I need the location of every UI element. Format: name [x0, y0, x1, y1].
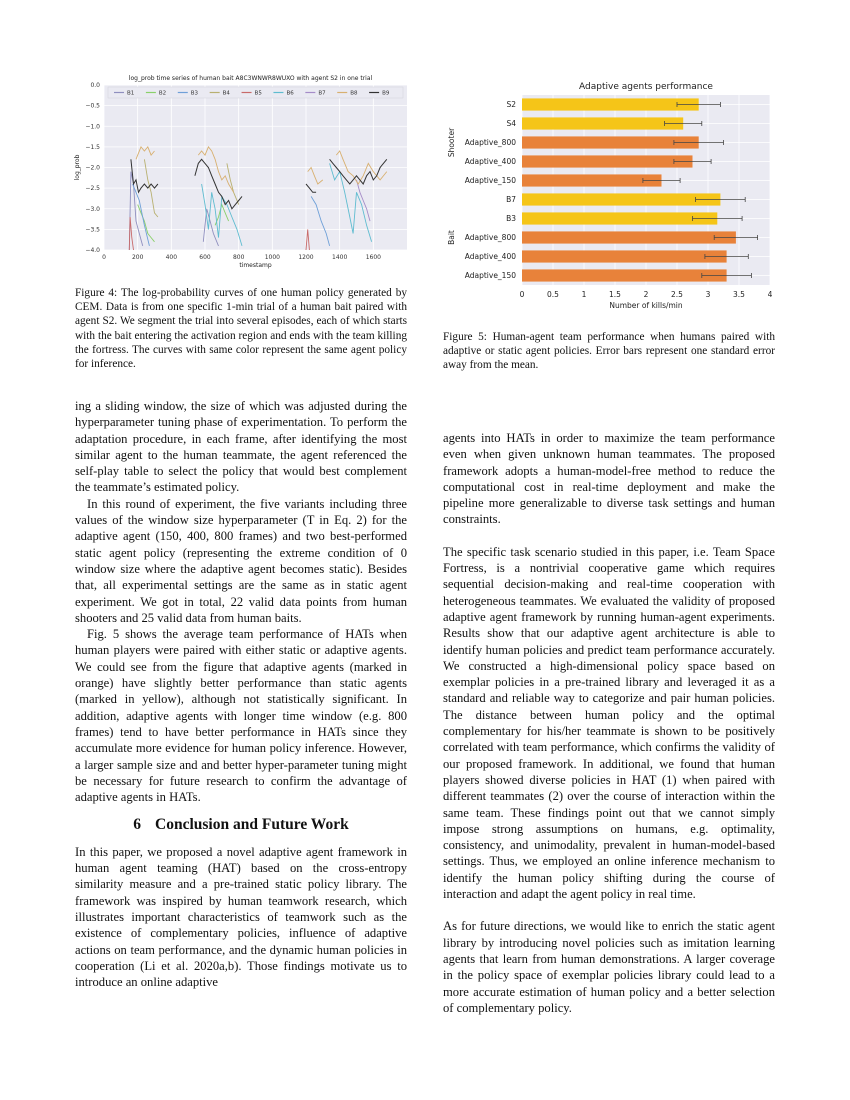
- chart-title: log_prob time series of human bait A8C3WNWR8WUXO with agent S2 in one trial: [128, 75, 373, 82]
- y-tick-label: −4.0: [85, 247, 100, 254]
- x-tick-label: 2: [643, 290, 649, 299]
- legend-label-B6: B6: [286, 90, 294, 97]
- x-tick-label: 1.5: [609, 290, 621, 299]
- x-tick-label: 0: [102, 254, 106, 261]
- legend-label-B8: B8: [350, 90, 358, 97]
- y-tick-label: Adaptive_800: [464, 233, 516, 242]
- x-tick-label: 200: [131, 254, 144, 261]
- left-paragraph-3: Fig. 5 shows the average team performance of HATs when human players were paired with either static or adaptive agents. We could see from the figure that adaptive agents (marked in orange) have slightly better performance than static agents (marked in yellow), although not statistically significant. In addition, adaptive agents with longer time window (e.g. 800 frames) tend to have better performance in HATs since they accumulate more evidence for human policy inference. However, a larger sample size and and better hyper-parameter tuning might be necessary for future research to confirm the advantage of adaptive agents in HATs.: [75, 627, 407, 805]
- y-tick-label: B7: [506, 195, 516, 204]
- bar-shooter-s4: [522, 117, 683, 129]
- bar-shooter-s2: [522, 98, 699, 110]
- x-tick-label: 600: [199, 254, 211, 261]
- y-tick-label: −1.5: [85, 143, 100, 151]
- y-tick-label: S2: [506, 100, 516, 109]
- x-tick-label: 4: [767, 290, 773, 299]
- legend-label-B5: B5: [254, 90, 262, 97]
- bar-shooter-adaptive_400: [522, 155, 693, 167]
- y-tick-label: Adaptive_150: [464, 176, 516, 185]
- y-tick-label: Adaptive_150: [464, 271, 516, 280]
- bar-bait-adaptive_400: [522, 250, 727, 262]
- y-tick-label: −3.0: [85, 205, 100, 213]
- y-tick-label: Adaptive_800: [464, 138, 516, 147]
- x-tick-label: 3: [705, 290, 711, 299]
- legend-label-B2: B2: [158, 90, 167, 97]
- bar-bait-b7: [522, 193, 720, 205]
- figure-5-caption-label: Figure 5:: [443, 331, 487, 343]
- left-paragraph-4: In this paper, we proposed a novel adaptive agent framework in human agent teaming (HAT) based on the cross-entropy similarity measure and a pre-trained static policy library. The framework was inspired by human teamwork research, which illustrates important characteristics of teamwork such as the existence of complementary policies, influence of adaptive actions on team performance, and the dynamic human policies in cooperation (Li et al. 2020a,b). Those findings motivate us to introduce an online adaptive: [75, 844, 407, 990]
- x-tick-label: 0: [519, 290, 525, 299]
- y-tick-label: Adaptive_400: [464, 252, 516, 261]
- y-tick-label: S4: [506, 119, 516, 128]
- y-tick-label: −1.0: [85, 123, 100, 131]
- x-tick-label: 1600: [365, 254, 381, 261]
- y-tick-label: 0.0: [90, 82, 100, 89]
- bar-bait-adaptive_800: [522, 231, 736, 243]
- left-paragraph-2: In this round of experiment, the five variants including three values of the window size hyperparameter (T in Eq. 2) for the adaptive agent (150, 400, 800 frames) and two best-performed static agent policy (representing the extreme condition of 0 window size where the adaptive agent becomes static). Besides that, all experimental settings are the same as in static agent experiment. We got in total, 22 valid data points from human shooters and 25 valid data from human baits.: [75, 496, 407, 625]
- left-column: [75, 398, 407, 990]
- figure-4-caption-text: The log-probability curves of one human policy generated by CEM. Data is from one specific 1-min trial of a human bait paired with agent S2. We segment the trial into several episodes, each of which starts with the bait entering the activation region and ends with the team killing the fortress. The curves with same color represent the same agent policy for inference.: [75, 287, 407, 371]
- bar-shooter-adaptive_150: [522, 174, 662, 186]
- bar-bait-b3: [522, 212, 717, 224]
- x-tick-label: 1400: [332, 254, 348, 261]
- figure-4-caption-label: Figure 4:: [75, 287, 118, 299]
- figure-4-line-chart: [70, 70, 415, 280]
- section-title: Conclusion and Future Work: [155, 816, 349, 834]
- chart-title: Adaptive agents performance: [579, 82, 713, 92]
- group-label-shooter: Shooter: [447, 127, 456, 158]
- figure-4-caption: [75, 286, 407, 371]
- y-tick-label: Adaptive_400: [464, 157, 516, 166]
- figure-5-bar-chart: [440, 75, 785, 310]
- legend-label-B9: B9: [382, 90, 390, 97]
- group-label-bait: Bait: [447, 230, 456, 245]
- x-tick-label: 800: [232, 254, 245, 261]
- x-axis-label: Number of kills/min: [609, 301, 683, 310]
- left-paragraph-1: ing a sliding window, the size of which was adjusted during the hyperparameter tuning phase of experimentation. To perform the adaptation procedure, in each frame, after identifying the most similar agent to the human teammate, the agent referenced the self-play table to select the policy that would best complement the teammate’s estimated policy.: [75, 399, 407, 495]
- y-tick-label: B3: [506, 214, 516, 223]
- figure-5-caption-text: Human-agent team performance when humans paired with adaptive or static agent policies. Error bars represent one standard error away from the mean.: [443, 331, 776, 372]
- right-paragraph-1: agents into HATs in order to maximize the team performance even when given unknown human teammates. The proposed framework adopts a human-model-free method to reduce the computational cost in real-time deployment and make the pipeline more generalizable to diverse task settings and human constraints.: [443, 431, 775, 527]
- x-tick-label: 0.5: [547, 290, 559, 299]
- right-paragraph-2: The specific task scenario studied in this paper, i.e. Team Space Fortress, is a nontrivial cooperative game which requires sequential decision-making and real-time cooperation with heterogeneous teammates. We evaluated the validity of proposed adaptive agent framework by running human-agent experiments. Results show that our adaptive agent architecture is able to identify human policies and predict team performance accurately. We constructed a high-dimensional policy space based on exemplar policies in a pre-trained library and leveraged it as a standard and reliable way to categorize and pair human policies. The distance between human policy and the optimal complementary for his/her teammate is shown to be positively correlated with team performance, which confirms the validity of our proposed framework. In additional, we found that human players showed diverse policies in HAT (1) when paired with different teammates (2) over the course of interaction within the same team. These findings point out that we cannot simply impose strong assumptions on humans, e.g. optimality, consistency, and unimodality, prevalent in human-model-based settings. Thus, we employed an online inference mechanism to identify the human policy shifting during the course of interaction and adapt the agent policy in real time.: [443, 544, 775, 902]
- y-tick-label: −2.5: [85, 185, 100, 193]
- y-tick-label: −0.5: [85, 102, 100, 110]
- x-tick-label: 1: [581, 290, 587, 299]
- y-tick-label: −3.5: [85, 226, 100, 234]
- x-tick-label: 400: [165, 254, 178, 261]
- y-tick-label: −2.0: [85, 164, 100, 172]
- legend: [108, 87, 403, 98]
- bar-shooter-adaptive_800: [522, 136, 699, 148]
- section-heading: [75, 817, 407, 833]
- legend-label-B7: B7: [318, 90, 326, 97]
- right-column: [443, 430, 775, 1016]
- legend-label-B3: B3: [190, 90, 199, 97]
- section-number: 6: [133, 816, 142, 834]
- legend-label-B4: B4: [222, 90, 230, 97]
- x-axis-label: timestamp: [239, 262, 272, 269]
- figure-5-caption: [443, 330, 775, 373]
- x-tick-label: 1000: [264, 254, 280, 261]
- x-tick-label: 3.5: [733, 290, 745, 299]
- legend-label-B1: B1: [127, 90, 135, 97]
- right-paragraph-3: As for future directions, we would like to enrich the static agent library by introducing novel policies such as imitation learning agents that learn from human demonstrations. A larger coverage in the policy space of exemplar policies library could lead to a more accurate estimation of human policy and a better selection of complementary policy.: [443, 919, 775, 1015]
- x-tick-label: 2.5: [671, 290, 683, 299]
- x-tick-label: 1200: [298, 254, 314, 261]
- bar-bait-adaptive_150: [522, 269, 727, 281]
- y-axis-label: log_prob: [74, 154, 81, 181]
